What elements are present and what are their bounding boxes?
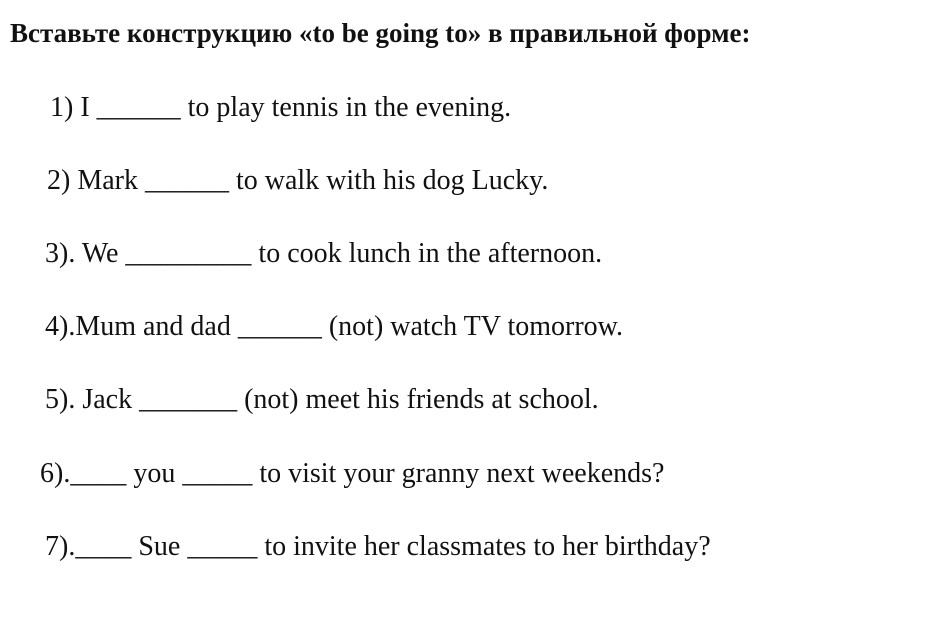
- exercise-line-4: 4).Mum and dad ______ (not) watch TV tomorrow.: [45, 311, 624, 342]
- exercise-line-6: 6).____ you _____ to visit your granny next weekends?: [40, 458, 665, 489]
- exercise-line-2: 2) Mark ______ to walk with his dog Lucky.: [47, 165, 549, 196]
- instruction-heading: Вставьте конструкцию «to be going to» в правильной форме:: [10, 18, 751, 48]
- exercise-line-7: 7).____ Sue _____ to invite her classmates to her birthday?: [45, 531, 711, 562]
- exercise-line-3: 3). We _________ to cook lunch in the afternoon.: [45, 238, 603, 269]
- exercise-line-1: 1) I ______ to play tennis in the evening.: [50, 92, 512, 123]
- exercise-line-5: 5). Jack _______ (not) meet his friends at school.: [45, 384, 599, 415]
